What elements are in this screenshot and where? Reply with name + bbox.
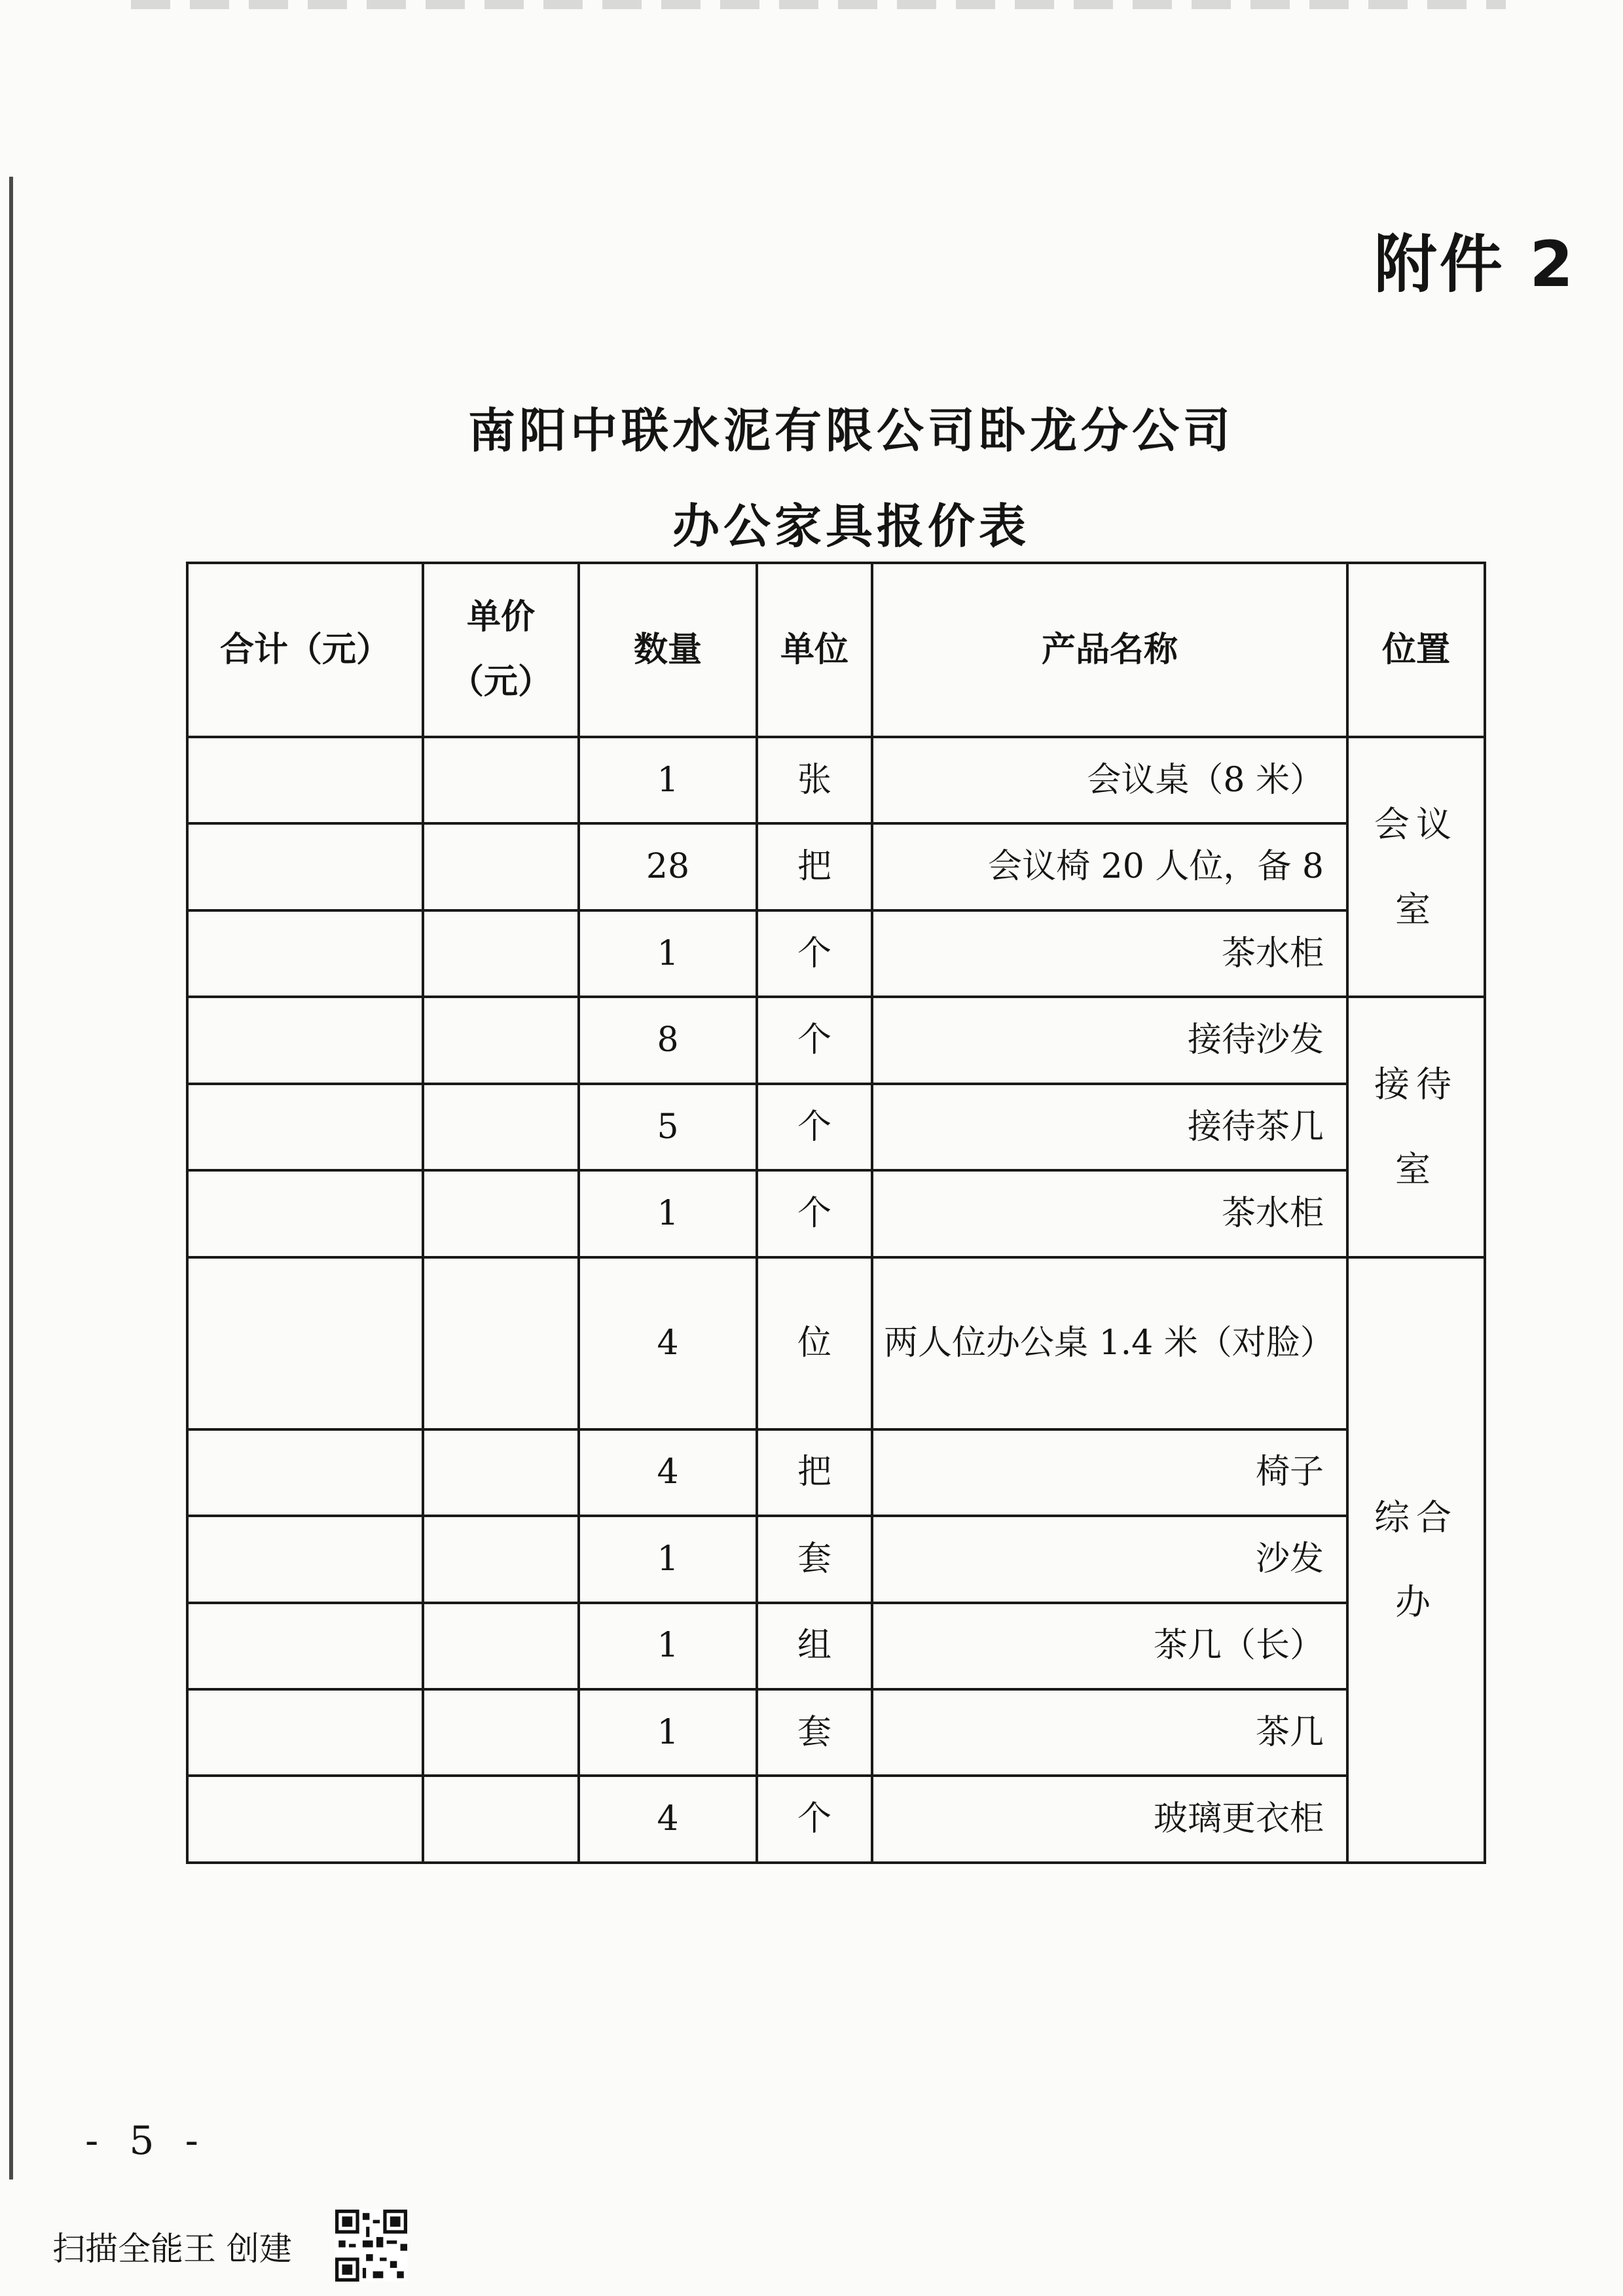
cell-unit-price xyxy=(423,823,579,910)
page-number: - 5 - xyxy=(85,2118,208,2164)
scan-artifact-top xyxy=(131,0,1506,9)
scanner-watermark: 扫描全能王 创建 xyxy=(52,2230,292,2268)
cell-total xyxy=(187,1689,423,1776)
cell-total xyxy=(187,1084,423,1170)
cell-quantity: 1 xyxy=(579,1516,757,1602)
table-row xyxy=(187,1170,1485,1257)
cell-unit-price xyxy=(423,737,579,823)
cell-quantity: 1 xyxy=(579,910,757,997)
cell-unit: 个 xyxy=(757,910,872,997)
cell-total xyxy=(187,1516,423,1602)
scan-artifact-edge xyxy=(9,177,13,2179)
document-title: 南阳中联水泥有限公司卧龙分公司 xyxy=(467,403,1234,458)
cell-product-name: 会议桌（8 米） xyxy=(872,737,1347,823)
cell-unit-price xyxy=(423,997,579,1083)
cell-total xyxy=(187,1257,423,1429)
cell-unit-price xyxy=(423,1776,579,1863)
cell-unit: 组 xyxy=(757,1603,872,1689)
cell-total xyxy=(187,910,423,997)
cell-unit-price xyxy=(423,1170,579,1257)
header-location: 位置 xyxy=(1347,563,1485,737)
header-product-name: 产品名称 xyxy=(872,563,1347,737)
table-row xyxy=(187,997,1485,1083)
cell-quantity: 5 xyxy=(579,1084,757,1170)
cell-quantity: 28 xyxy=(579,823,757,910)
table-row xyxy=(187,1516,1485,1602)
cell-unit: 套 xyxy=(757,1516,872,1602)
cell-product-name: 玻璃更衣柜 xyxy=(872,1776,1347,1863)
cell-product-name: 两人位办公桌 1.4 米（对脸） xyxy=(872,1257,1347,1429)
cell-unit-price xyxy=(423,1689,579,1776)
cell-quantity: 4 xyxy=(579,1429,757,1516)
cell-total xyxy=(187,1170,423,1257)
cell-product-name: 会议椅 20 人位，备 8 xyxy=(872,823,1347,910)
cell-total xyxy=(187,737,423,823)
table-row xyxy=(187,737,1485,823)
cell-unit-price xyxy=(423,1429,579,1516)
header-unit: 单位 xyxy=(757,563,872,737)
attachment-label: 附件 2 xyxy=(1374,228,1576,301)
cell-product-name: 茶水柜 xyxy=(872,1170,1347,1257)
cell-unit: 套 xyxy=(757,1689,872,1776)
cell-total xyxy=(187,1429,423,1516)
cell-unit-price xyxy=(423,1084,579,1170)
cell-total xyxy=(187,1776,423,1863)
table-row xyxy=(187,1776,1485,1863)
cell-unit: 把 xyxy=(757,823,872,910)
qr-code-icon xyxy=(335,2210,407,2282)
cell-unit: 张 xyxy=(757,737,872,823)
cell-product-name: 茶几 xyxy=(872,1689,1347,1776)
cell-unit-price xyxy=(423,910,579,997)
header-total: 合计（元） xyxy=(187,563,423,737)
table-row xyxy=(187,1429,1485,1516)
cell-unit-price xyxy=(423,1603,579,1689)
cell-unit-price xyxy=(423,1516,579,1602)
cell-product-name: 茶几（长） xyxy=(872,1603,1347,1689)
cell-product-name: 沙发 xyxy=(872,1516,1347,1602)
cell-quantity: 8 xyxy=(579,997,757,1083)
cell-unit: 个 xyxy=(757,1170,872,1257)
document-subtitle: 办公家具报价表 xyxy=(672,499,1030,554)
table-row xyxy=(187,910,1485,997)
quote-table xyxy=(186,562,1486,1864)
cell-quantity: 1 xyxy=(579,737,757,823)
cell-total xyxy=(187,823,423,910)
cell-product-name: 椅子 xyxy=(872,1429,1347,1516)
cell-unit: 位 xyxy=(757,1257,872,1429)
table-row xyxy=(187,1257,1485,1429)
table-row xyxy=(187,1603,1485,1689)
header-quantity: 数量 xyxy=(579,563,757,737)
cell-quantity: 4 xyxy=(579,1776,757,1863)
cell-unit: 个 xyxy=(757,997,872,1083)
cell-product-name: 接待茶几 xyxy=(872,1084,1347,1170)
cell-unit-price xyxy=(423,1257,579,1429)
cell-location: 会议室 xyxy=(1347,737,1485,997)
cell-total xyxy=(187,1603,423,1689)
cell-location: 接待室 xyxy=(1347,997,1485,1257)
header-unit-price: 单价（元） xyxy=(423,563,579,737)
cell-product-name: 接待沙发 xyxy=(872,997,1347,1083)
cell-quantity: 1 xyxy=(579,1170,757,1257)
table-row xyxy=(187,1689,1485,1776)
cell-unit: 把 xyxy=(757,1429,872,1516)
table-row xyxy=(187,823,1485,910)
cell-quantity: 1 xyxy=(579,1603,757,1689)
cell-total xyxy=(187,997,423,1083)
table-row xyxy=(187,1084,1485,1170)
cell-unit: 个 xyxy=(757,1776,872,1863)
cell-location: 综合办 xyxy=(1347,1257,1485,1863)
cell-quantity: 4 xyxy=(579,1257,757,1429)
cell-quantity: 1 xyxy=(579,1689,757,1776)
cell-unit: 个 xyxy=(757,1084,872,1170)
table-header-row xyxy=(187,563,1485,737)
cell-product-name: 茶水柜 xyxy=(872,910,1347,997)
